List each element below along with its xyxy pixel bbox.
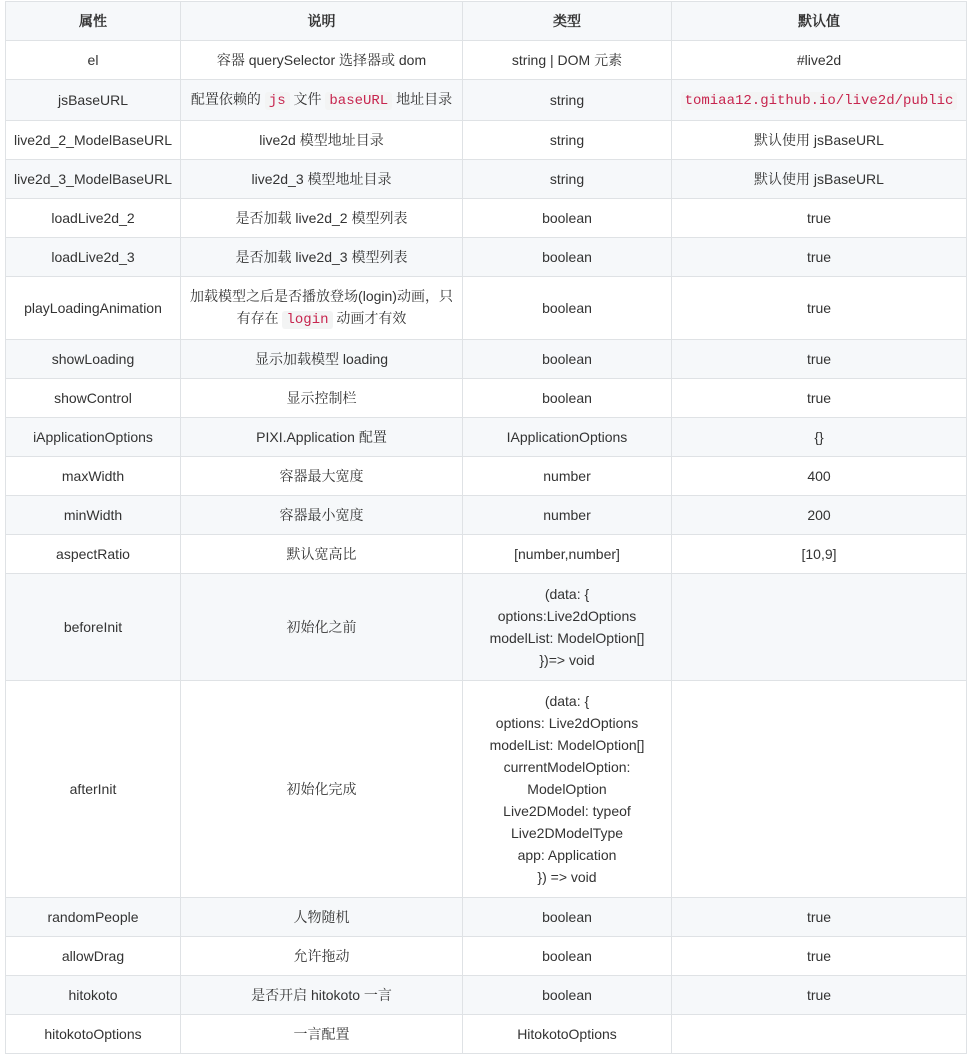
table-header-row: [6, 2, 967, 41]
cell-property: [6, 898, 181, 937]
cell-default: [672, 1015, 967, 1054]
table-body: [6, 41, 967, 1054]
description-text: live2d 模型地址目录: [259, 132, 384, 148]
column-header-default: 默认值: [672, 2, 967, 41]
cell-type: [463, 238, 672, 277]
column-header-description: 说明: [181, 2, 463, 41]
cell-default: [672, 41, 967, 80]
description-text: 容器最小宽度: [279, 507, 364, 523]
cell-type: [463, 80, 672, 121]
cell-property: [6, 418, 181, 457]
description-text: 一言配置: [293, 1026, 350, 1042]
cell-default: [672, 80, 967, 121]
description-text: 人物随机: [293, 909, 350, 925]
cell-description: [181, 937, 463, 976]
property-name: maxWidth: [61, 468, 125, 484]
type-text: modelList: ModelOption[]: [489, 630, 645, 646]
cell-type: [463, 199, 672, 238]
property-name: afterInit: [69, 781, 117, 797]
default-value: {}: [814, 429, 824, 445]
cell-default: [672, 340, 967, 379]
type-text: boolean: [542, 351, 592, 367]
property-name: showControl: [54, 390, 132, 406]
type-text: IApplicationOptions: [506, 429, 628, 445]
table-row: [6, 937, 967, 976]
type-text: boolean: [542, 390, 592, 406]
default-value: true: [806, 909, 832, 925]
inline-code: login: [282, 311, 332, 329]
description-text: 是否加载 live2d_2 模型列表: [235, 210, 408, 226]
cell-description: [181, 199, 463, 238]
description-text: 允许拖动: [293, 948, 350, 964]
description-text: 默认宽高比: [286, 546, 357, 562]
type-text: options:Live2dOptions: [497, 608, 637, 624]
property-name: playLoadingAnimation: [24, 300, 162, 316]
cell-description: [181, 238, 463, 277]
type-text: app: Application: [517, 847, 617, 863]
description-text: 显示加载模型 loading: [254, 351, 389, 367]
cell-property: [6, 379, 181, 418]
default-value: #live2d: [796, 52, 842, 68]
cell-type: [463, 379, 672, 418]
cell-default: [672, 976, 967, 1015]
type-text: }) => void: [537, 869, 597, 885]
cell-property: [6, 681, 181, 898]
cell-description: [181, 681, 463, 898]
description-text: 文件: [289, 91, 326, 107]
table-row: [6, 1015, 967, 1054]
description-text: 显示控制栏: [286, 390, 357, 406]
type-text: (data: {: [544, 586, 590, 602]
property-name: iApplicationOptions: [33, 429, 153, 445]
cell-description: [181, 340, 463, 379]
cell-type: [463, 457, 672, 496]
table-row: [6, 681, 967, 898]
cell-property: [6, 937, 181, 976]
type-text: (data: {: [544, 693, 590, 709]
property-name: aspectRatio: [56, 546, 130, 562]
cell-type: [463, 937, 672, 976]
cell-property: [6, 160, 181, 199]
cell-type: [463, 418, 672, 457]
inline-code: js: [265, 92, 290, 110]
default-value: true: [806, 948, 832, 964]
description-text: 容器 querySelector 选择器或 dom: [216, 52, 427, 68]
property-name: loadLive2d_2: [51, 210, 135, 226]
table-row: [6, 277, 967, 340]
cell-description: [181, 574, 463, 681]
cell-type: [463, 160, 672, 199]
type-text: string: [549, 92, 585, 108]
cell-description: [181, 898, 463, 937]
property-name: live2d_3_ModelBaseURL: [14, 171, 172, 187]
cell-property: [6, 340, 181, 379]
cell-default: [672, 418, 967, 457]
cell-property: [6, 496, 181, 535]
type-text: options: Live2dOptions: [495, 715, 639, 731]
cell-default: [672, 457, 967, 496]
property-name: beforeInit: [63, 619, 123, 635]
type-text: })=> void: [539, 652, 595, 668]
cell-default: [672, 238, 967, 277]
cell-type: [463, 976, 672, 1015]
default-value: true: [806, 987, 832, 1003]
table-row: [6, 496, 967, 535]
type-text: string: [549, 132, 585, 148]
cell-property: [6, 199, 181, 238]
inline-code: tomiaa12.github.io/live2d/public: [681, 92, 958, 110]
property-name: live2d_2_ModelBaseURL: [14, 132, 172, 148]
default-value: 默认使用 jsBaseURL: [754, 132, 884, 148]
cell-property: [6, 574, 181, 681]
property-name: hitokotoOptions: [44, 1026, 142, 1042]
table-row: [6, 976, 967, 1015]
cell-property: [6, 277, 181, 340]
type-text: Live2DModelType: [510, 825, 624, 841]
cell-property: [6, 121, 181, 160]
type-text: currentModelOption:: [503, 759, 631, 775]
cell-type: [463, 1015, 672, 1054]
table-row: [6, 41, 967, 80]
property-name: allowDrag: [61, 948, 125, 964]
description-text: 初始化完成: [286, 781, 357, 797]
type-text: Live2DModel: typeof: [503, 803, 631, 819]
type-text: boolean: [542, 300, 592, 316]
cell-description: [181, 379, 463, 418]
property-name: loadLive2d_3: [51, 249, 135, 265]
type-text: HitokotoOptions: [517, 1026, 617, 1042]
table-row: [6, 418, 967, 457]
cell-description: [181, 160, 463, 199]
description-text: 是否加载 live2d_3 模型列表: [235, 249, 408, 265]
property-name: randomPeople: [47, 909, 139, 925]
type-text: boolean: [542, 210, 592, 226]
table-row: [6, 379, 967, 418]
cell-default: [672, 937, 967, 976]
type-text: ModelOption: [527, 781, 607, 797]
table-row: [6, 898, 967, 937]
cell-default: [672, 898, 967, 937]
default-value: 400: [807, 468, 831, 484]
cell-default: [672, 574, 967, 681]
default-value: true: [806, 300, 832, 316]
cell-type: [463, 535, 672, 574]
property-name: minWidth: [63, 507, 123, 523]
table-row: [6, 457, 967, 496]
cell-type: [463, 496, 672, 535]
table-row: [6, 160, 967, 199]
cell-default: [672, 535, 967, 574]
column-header-property: 属性: [6, 2, 181, 41]
cell-description: [181, 41, 463, 80]
default-value: true: [806, 210, 832, 226]
cell-property: [6, 41, 181, 80]
type-text: modelList: ModelOption[]: [489, 737, 645, 753]
cell-property: [6, 1015, 181, 1054]
cell-description: [181, 457, 463, 496]
cell-property: [6, 457, 181, 496]
type-text: boolean: [542, 948, 592, 964]
type-text: string: [549, 171, 585, 187]
cell-type: [463, 898, 672, 937]
type-text: string | DOM 元素: [511, 52, 623, 68]
description-text: 容器最大宽度: [279, 468, 364, 484]
type-text: [number,number]: [514, 546, 620, 562]
default-value: 200: [807, 507, 831, 523]
cell-default: [672, 277, 967, 340]
type-text: number: [543, 507, 591, 523]
type-text: boolean: [542, 249, 592, 265]
table-row: [6, 574, 967, 681]
cell-default: [672, 379, 967, 418]
cell-type: [463, 41, 672, 80]
type-text: boolean: [542, 909, 592, 925]
cell-description: [181, 418, 463, 457]
description-text: 配置依赖的: [190, 91, 265, 107]
description-text: 动画才有效: [332, 310, 407, 326]
table-row: [6, 80, 967, 121]
cell-description: [181, 277, 463, 340]
default-value: true: [806, 390, 832, 406]
default-value: [10,9]: [801, 546, 837, 562]
cell-type: [463, 277, 672, 340]
description-text: 加载模型之后是否播放登场(login)动画，只有存在: [190, 288, 453, 326]
cell-description: [181, 121, 463, 160]
default-value: true: [806, 249, 832, 265]
cell-type: [463, 121, 672, 160]
inline-code: baseURL: [325, 92, 392, 110]
table-row: [6, 199, 967, 238]
cell-description: [181, 1015, 463, 1054]
cell-default: [672, 496, 967, 535]
cell-property: [6, 535, 181, 574]
cell-type: [463, 681, 672, 898]
description-text: 地址目录: [392, 91, 453, 107]
cell-property: [6, 976, 181, 1015]
cell-default: [672, 121, 967, 160]
cell-type: [463, 340, 672, 379]
cell-description: [181, 80, 463, 121]
property-name: jsBaseURL: [57, 92, 129, 108]
cell-type: [463, 574, 672, 681]
description-text: PIXI.Application 配置: [256, 429, 387, 445]
cell-description: [181, 535, 463, 574]
default-value: 默认使用 jsBaseURL: [754, 171, 884, 187]
property-name: el: [87, 52, 99, 68]
property-name: showLoading: [51, 351, 135, 367]
property-name: hitokoto: [68, 987, 118, 1003]
column-header-type: 类型: [463, 2, 672, 41]
table-row: [6, 535, 967, 574]
cell-default: [672, 160, 967, 199]
cell-property: [6, 238, 181, 277]
cell-description: [181, 496, 463, 535]
type-text: number: [543, 468, 591, 484]
type-text: boolean: [542, 987, 592, 1003]
options-table: [5, 1, 967, 1054]
description-text: 初始化之前: [286, 619, 357, 635]
cell-default: [672, 199, 967, 238]
description-text: live2d_3 模型地址目录: [251, 171, 392, 187]
cell-description: [181, 976, 463, 1015]
table-row: [6, 340, 967, 379]
table-row: [6, 238, 967, 277]
table-row: [6, 121, 967, 160]
description-text: 是否开启 hitokoto 一言: [251, 987, 392, 1003]
default-value: true: [806, 351, 832, 367]
cell-property: [6, 80, 181, 121]
cell-default: [672, 681, 967, 898]
